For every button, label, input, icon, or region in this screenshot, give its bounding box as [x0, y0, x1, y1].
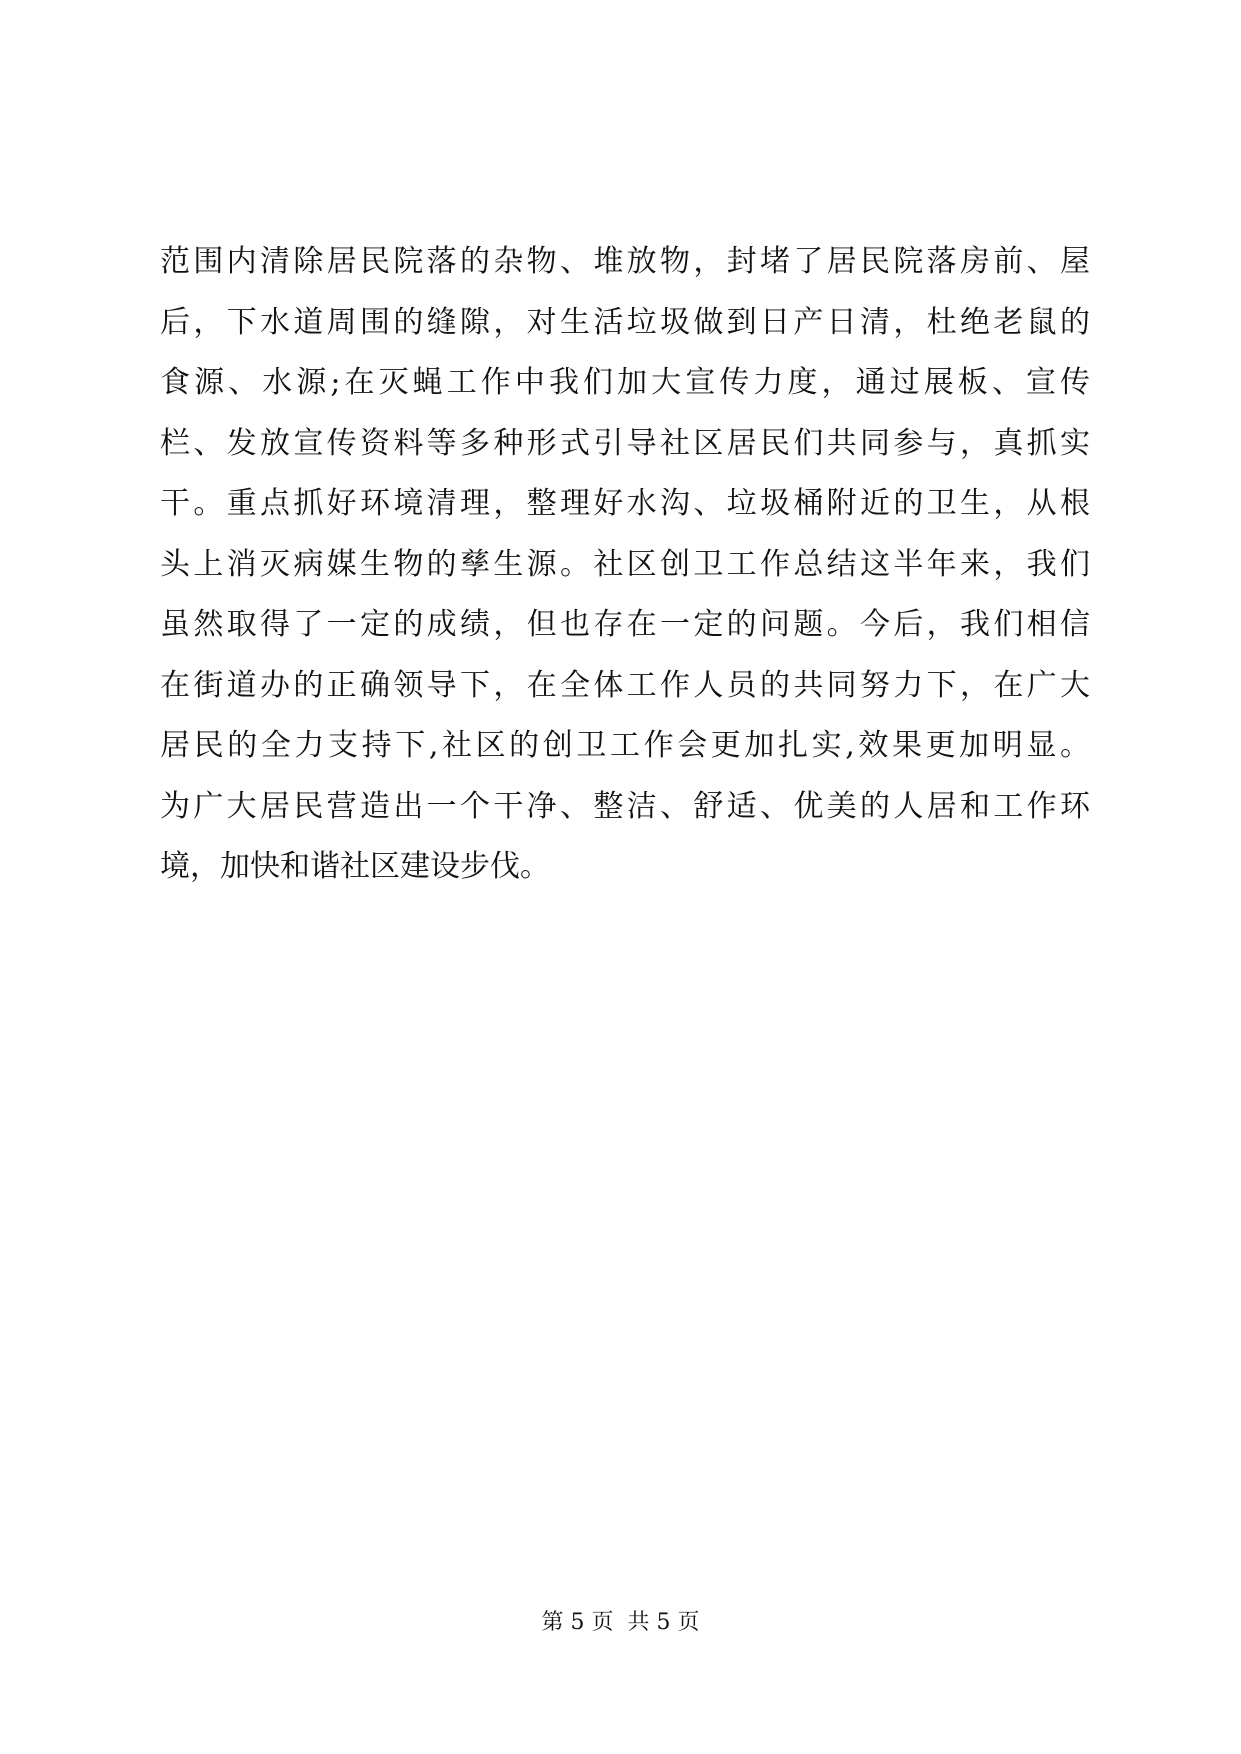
text-line: 后，下水道周围的缝隙，对生活垃圾做到日产日清，杜绝老鼠的 [160, 304, 1090, 340]
text-line: 虽然取得了一定的成绩，但也存在一定的问题。今后，我们相信 [160, 607, 1090, 642]
page-footer [0, 1608, 1241, 1638]
text-line: 范围内清除居民院落的杂物、堆放物，封堵了居民院落房前、屋 [160, 244, 1090, 279]
text-line: 食源、水源;在灭蝇工作中我们加大宣传力度，通过展板、宣传 [160, 365, 1090, 400]
page-number-total: 共 5 页 [627, 1610, 700, 1635]
text-line: 境，加快和谐社区建设步伐。 [160, 849, 550, 884]
text-line: 在街道办的正确领导下，在全体工作人员的共同努力下，在广大 [160, 667, 1090, 703]
body-paragraph [160, 232, 1090, 898]
text-line: 为广大居民营造出一个干净、整洁、舒适、优美的人居和工作环 [160, 788, 1090, 824]
page-number-current: 第 5 页 [541, 1610, 614, 1635]
text-line: 干。重点抓好环境清理，整理好水沟、垃圾桶附近的卫生，从根 [160, 486, 1090, 521]
text-line: 栏、发放宣传资料等多种形式引导社区居民们共同参与，真抓实 [160, 425, 1090, 461]
text-line: 居民的全力支持下,社区的创卫工作会更加扎实,效果更加明显。 [160, 728, 1090, 763]
text-line: 头上消灭病媒生物的孳生源。社区创卫工作总结这半年来，我们 [160, 546, 1090, 582]
